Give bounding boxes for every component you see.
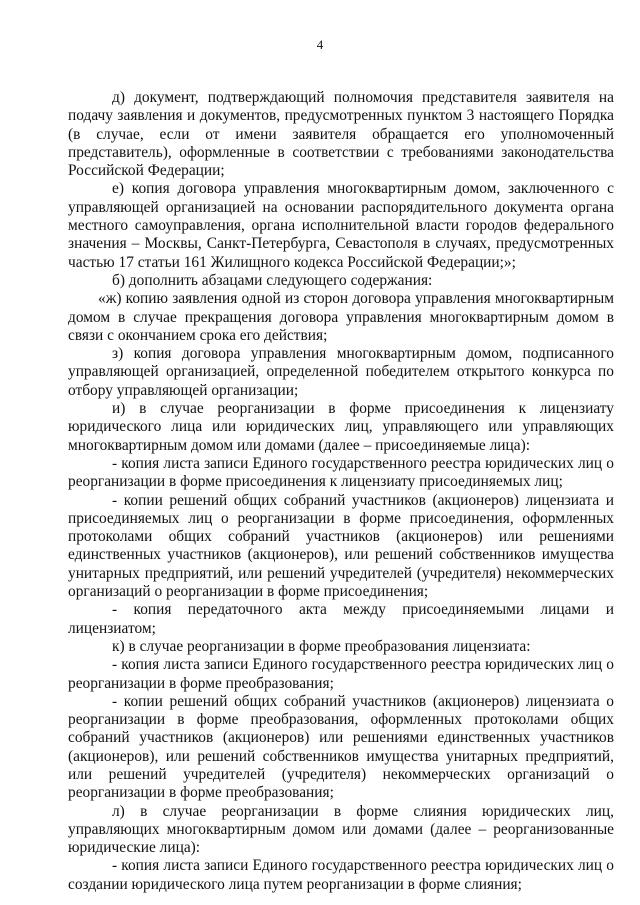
- paragraph-l: л) в случае реорганизации в форме слияния юридических лиц, управляющих многоквартирным домом или домами (далее – реорганизованные юридические лица):: [68, 802, 614, 857]
- list-item-i-3: - копия передаточного акта между присоединяемыми лицами и лицензиатом;: [68, 601, 614, 637]
- paragraph-k: к) в случае реорганизации в форме преобразования лицензиата:: [112, 637, 531, 655]
- page-number: 4: [316, 37, 324, 52]
- list-item-l-1: - копия листа записи Единого государственного реестра юридических лиц о создании юридического лица путем реорганизации в форме слияния;: [68, 857, 614, 893]
- paragraph-i: и) в случае реорганизации в форме присоединения к лицензиату юридического лица или юридических лиц, управляющего или управляющих многоквартирным домом или домами (далее – присоединяемые лица):: [68, 400, 614, 454]
- paragraph-b-amendment: б) дополнить абзацами следующего содержания:: [112, 271, 433, 289]
- list-item-k-2: - копии решений общих собраний участников (акционеров) лицензиата о реорганизации в форме преобразования, оформленных протоколами общих собраний участников (акционеров) или решениями единственных участников (акционеров), или решений собственников имущества унитарных предприятий, или решений учредителей (учредителя) некоммерческих организаций о реорганизации в форме преобразования;: [68, 692, 614, 802]
- paragraph-zh: «ж) копию заявления одной из сторон договора управления многоквартирным домом в случае прекращения договора управления многоквартирным домом в связи с окончанием срока его действия;: [68, 290, 614, 344]
- paragraph-d: д) документ, подтверждающий полномочия представителя заявителя на подачу заявления и документов, предусмотренных пунктом 3 настоящего Порядка (в случае, если от имени заявителя обращается его уполномоченный представитель), оформленные в соответствии с требованиями законодательства Российской Федерации;: [68, 89, 614, 180]
- list-item-i-1: - копия листа записи Единого государственного реестра юридических лиц о реорганизации в форме присоединения к лицензиату присоединяемых лиц;: [68, 454, 614, 491]
- paragraph-e: е) копия договора управления многоквартирным домом, заключенного с управляющей организацией на основании распорядительного документа органа местного самоуправления, органа исполнительной власти городов федерального значения – Москвы, Санкт-Петербурга, Севастополя в случаях, предусмотренных частью 17 статьи 161 Жилищного кодекса Российской Федерации;»;: [68, 180, 614, 271]
- list-item-k-1: - копия листа записи Единого государственного реестра юридических лиц о реорганизации в форме преобразования;: [68, 656, 614, 692]
- document-body: [68, 89, 614, 894]
- list-item-i-2: - копии решений общих собраний участников (акционеров) лицензиата и присоединяемых лиц о реорганизации в форме присоединения, оформленных протоколами общих собраний участников (акционеров) или решениями единственных участников (акционеров), или решений собственников имущества унитарных предприятий, или решений учредителей (учредителя) некоммерческих организаций о реорганизации в форме присоединения;: [68, 491, 614, 601]
- paragraph-z: з) копия договора управления многоквартирным домом, подписанного управляющей организацией, определенной победителем открытого конкурса по отбору управляющей организации;: [68, 345, 614, 399]
